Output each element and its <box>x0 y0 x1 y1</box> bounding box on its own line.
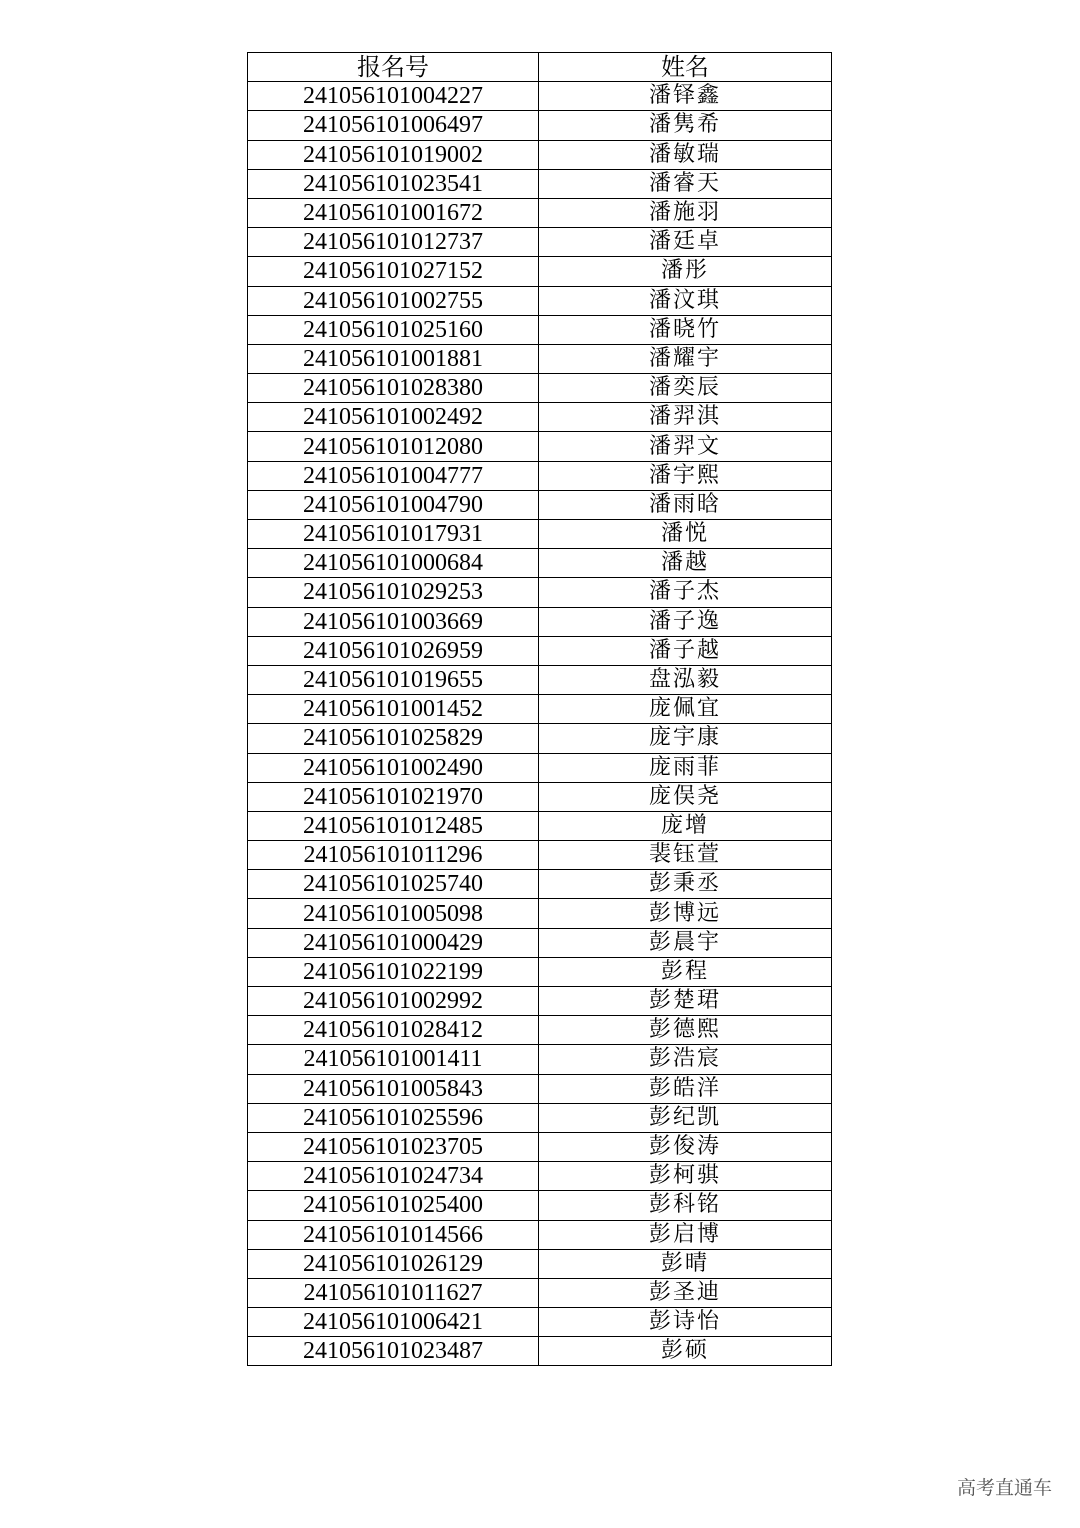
table-row <box>248 695 832 724</box>
table-row <box>248 82 832 111</box>
student-name-cell: 潘彤 <box>539 257 832 286</box>
student-name-cell: 潘羿淇 <box>539 403 832 432</box>
registration-number-cell: 241056101002492 <box>248 403 539 432</box>
table-row <box>248 899 832 928</box>
table-row <box>248 811 832 840</box>
table-row <box>248 461 832 490</box>
student-name-cell: 盘泓毅 <box>539 665 832 694</box>
table-row <box>248 1074 832 1103</box>
registration-number-cell: 241056101025400 <box>248 1191 539 1220</box>
student-name-cell: 彭俊涛 <box>539 1132 832 1161</box>
table-row <box>248 1249 832 1278</box>
registration-number-cell: 241056101024734 <box>248 1162 539 1191</box>
registration-number-cell: 241056101001672 <box>248 198 539 227</box>
table-row <box>248 1308 832 1337</box>
student-name-cell: 潘敏瑞 <box>539 140 832 169</box>
table-row <box>248 111 832 140</box>
table-row <box>248 1337 832 1366</box>
student-name-cell: 潘隽希 <box>539 111 832 140</box>
student-name-cell: 彭晨宇 <box>539 928 832 957</box>
student-name-cell: 潘汶琪 <box>539 286 832 315</box>
student-name-cell: 彭启博 <box>539 1220 832 1249</box>
table-row <box>248 286 832 315</box>
student-name-cell: 庞俣尧 <box>539 782 832 811</box>
registration-number-cell: 241056101025829 <box>248 724 539 753</box>
registration-number-cell: 241056101004777 <box>248 461 539 490</box>
student-name-cell: 庞佩宜 <box>539 695 832 724</box>
student-name-cell: 潘子杰 <box>539 578 832 607</box>
student-name-cell: 彭浩宸 <box>539 1045 832 1074</box>
student-name-cell: 彭柯骐 <box>539 1162 832 1191</box>
table-row <box>248 987 832 1016</box>
registration-number-cell: 241056101017931 <box>248 520 539 549</box>
admission-list-table <box>247 52 832 1366</box>
registration-number-cell: 241056101006497 <box>248 111 539 140</box>
registration-number-cell: 241056101001452 <box>248 695 539 724</box>
registration-number-cell: 241056101011627 <box>248 1278 539 1307</box>
table-row <box>248 1103 832 1132</box>
student-name-cell: 裴钰萱 <box>539 841 832 870</box>
student-name-cell: 彭楚珺 <box>539 987 832 1016</box>
registration-number-cell: 241056101002490 <box>248 753 539 782</box>
student-name-cell: 潘奕辰 <box>539 374 832 403</box>
student-name-cell: 彭皓洋 <box>539 1074 832 1103</box>
table-row <box>248 520 832 549</box>
student-name-cell: 彭科铭 <box>539 1191 832 1220</box>
table-row <box>248 198 832 227</box>
table-row <box>248 841 832 870</box>
registration-number-cell: 241056101025596 <box>248 1103 539 1132</box>
student-name-cell: 潘宇熙 <box>539 461 832 490</box>
table-row <box>248 1191 832 1220</box>
registration-number-cell: 241056101027152 <box>248 257 539 286</box>
registration-number-cell: 241056101001881 <box>248 344 539 373</box>
header-registration-number: 报名号 <box>248 53 539 82</box>
student-name-cell: 彭纪凯 <box>539 1103 832 1132</box>
registration-number-cell: 241056101012485 <box>248 811 539 840</box>
table-row <box>248 257 832 286</box>
registration-number-cell: 241056101002755 <box>248 286 539 315</box>
registration-number-cell: 241056101019002 <box>248 140 539 169</box>
table-row <box>248 636 832 665</box>
registration-number-cell: 241056101023487 <box>248 1337 539 1366</box>
table-row <box>248 753 832 782</box>
registration-number-cell: 241056101028380 <box>248 374 539 403</box>
student-name-cell: 彭秉丞 <box>539 870 832 899</box>
student-name-cell: 彭程 <box>539 957 832 986</box>
table-row <box>248 1132 832 1161</box>
student-name-cell: 彭圣迪 <box>539 1278 832 1307</box>
table-row <box>248 344 832 373</box>
registration-number-cell: 241056101012737 <box>248 228 539 257</box>
registration-number-cell: 241056101029253 <box>248 578 539 607</box>
table-row <box>248 490 832 519</box>
registration-number-cell: 241056101004790 <box>248 490 539 519</box>
student-name-cell: 潘越 <box>539 549 832 578</box>
table-row <box>248 578 832 607</box>
table-row <box>248 1278 832 1307</box>
student-name-cell: 潘子越 <box>539 636 832 665</box>
registration-number-cell: 241056101021970 <box>248 782 539 811</box>
student-name-cell: 彭硕 <box>539 1337 832 1366</box>
registration-number-cell: 241056101006421 <box>248 1308 539 1337</box>
student-name-cell: 庞宇康 <box>539 724 832 753</box>
registration-number-cell: 241056101011296 <box>248 841 539 870</box>
registration-number-cell: 241056101019655 <box>248 665 539 694</box>
registration-number-cell: 241056101012080 <box>248 432 539 461</box>
student-name-cell: 潘耀宇 <box>539 344 832 373</box>
table-row <box>248 1016 832 1045</box>
registration-number-cell: 241056101003669 <box>248 607 539 636</box>
table-row <box>248 315 832 344</box>
student-name-cell: 彭诗怡 <box>539 1308 832 1337</box>
table-row <box>248 870 832 899</box>
watermark-text: 高考直通车 <box>956 1477 1052 1499</box>
table-row <box>248 724 832 753</box>
student-name-cell: 潘晓竹 <box>539 315 832 344</box>
table-row <box>248 1162 832 1191</box>
table-row <box>248 607 832 636</box>
table-row <box>248 665 832 694</box>
registration-number-cell: 241056101001411 <box>248 1045 539 1074</box>
student-name-cell: 潘廷卓 <box>539 228 832 257</box>
registration-number-cell: 241056101014566 <box>248 1220 539 1249</box>
student-name-cell: 彭博远 <box>539 899 832 928</box>
registration-number-cell: 241056101000684 <box>248 549 539 578</box>
registration-number-cell: 241056101005098 <box>248 899 539 928</box>
student-name-cell: 潘雨晗 <box>539 490 832 519</box>
table-row <box>248 403 832 432</box>
table-row <box>248 432 832 461</box>
registration-number-cell: 241056101022199 <box>248 957 539 986</box>
header-name: 姓名 <box>539 53 832 82</box>
table-body <box>248 82 832 1366</box>
table-row <box>248 782 832 811</box>
table-row <box>248 140 832 169</box>
registration-number-cell: 241056101026959 <box>248 636 539 665</box>
table-row <box>248 374 832 403</box>
table-row <box>248 549 832 578</box>
registration-number-cell: 241056101023541 <box>248 169 539 198</box>
table-row <box>248 228 832 257</box>
admission-list-table-container <box>247 52 831 1366</box>
student-name-cell: 潘羿文 <box>539 432 832 461</box>
table-row <box>248 928 832 957</box>
registration-number-cell: 241056101026129 <box>248 1249 539 1278</box>
student-name-cell: 彭晴 <box>539 1249 832 1278</box>
registration-number-cell: 241056101004227 <box>248 82 539 111</box>
student-name-cell: 潘睿天 <box>539 169 832 198</box>
table-row <box>248 169 832 198</box>
registration-number-cell: 241056101028412 <box>248 1016 539 1045</box>
student-name-cell: 潘悦 <box>539 520 832 549</box>
table-row <box>248 1045 832 1074</box>
student-name-cell: 潘铎鑫 <box>539 82 832 111</box>
registration-number-cell: 241056101000429 <box>248 928 539 957</box>
registration-number-cell: 241056101025160 <box>248 315 539 344</box>
table-row <box>248 1220 832 1249</box>
table-row <box>248 957 832 986</box>
student-name-cell: 潘子逸 <box>539 607 832 636</box>
registration-number-cell: 241056101002992 <box>248 987 539 1016</box>
student-name-cell: 庞增 <box>539 811 832 840</box>
table-header-row <box>248 53 832 82</box>
student-name-cell: 庞雨菲 <box>539 753 832 782</box>
student-name-cell: 彭德熙 <box>539 1016 832 1045</box>
registration-number-cell: 241056101023705 <box>248 1132 539 1161</box>
registration-number-cell: 241056101005843 <box>248 1074 539 1103</box>
registration-number-cell: 241056101025740 <box>248 870 539 899</box>
student-name-cell: 潘施羽 <box>539 198 832 227</box>
